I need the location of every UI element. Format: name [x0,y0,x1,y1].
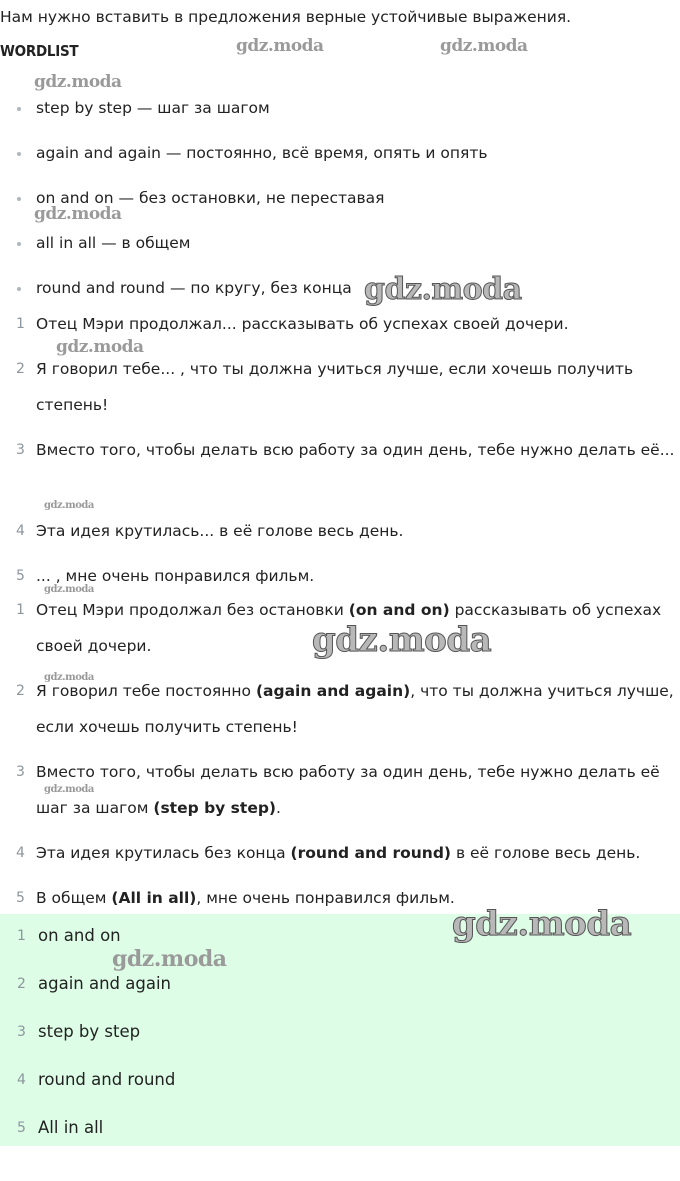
answer-item: 2 Я говорил тебе постоянно (again and again), что ты должна учиться лучше, если хочешь получить степень! [16,682,674,736]
answer-box-item: 2 again and again [17,974,172,993]
question-item: 1 Отец Мэри продолжал... рассказывать об успехах своей дочери. [16,315,569,333]
answer-box-item: 3 step by step [17,1022,141,1041]
question-item: 5 ... , мне очень понравился фильм. [16,567,315,585]
bullet-icon [17,107,21,111]
answer-box-item: 4 round and round [17,1070,176,1089]
list-item: again and again — постоянно, всё время, опять и опять [0,138,680,183]
answer-item: 4 Эта идея крутилась без конца (round and round) в её голове весь день. [16,844,641,862]
answer-box [0,914,680,1146]
list-item: step by step — шаг за шагом [0,93,680,138]
list-item: all in all — в общем [0,228,680,273]
watermark: gdz.moda [364,272,522,307]
watermark: gdz.moda [34,72,122,92]
bullet-icon [17,152,21,156]
watermark: gdz.moda [236,36,324,56]
watermark: gdz.moda [452,904,632,944]
watermark: gdz.moda [44,584,94,595]
bullet-icon [17,242,21,246]
question-item: 2 Я говорил тебе... , что ты должна учиться лучше, если хочешь получить степень! [16,360,634,414]
watermark: gdz.moda [44,672,94,683]
watermark: gdz.moda [44,500,94,511]
wordlist-heading: WORDLIST [0,42,79,60]
watermark: gdz.moda [34,204,122,224]
watermark: gdz.moda [56,337,144,357]
watermark: gdz.moda [440,36,528,56]
watermark: gdz.moda [44,784,94,795]
question-item: 3 Вместо того, чтобы делать всю работу за один день, тебе нужно делать её... [16,441,675,459]
list-item: on and on — без остановки, не переставая [0,183,680,228]
watermark: gdz.moda [312,620,492,660]
answer-box-item: 5 All in all [17,1118,104,1137]
question-item: 4 Эта идея крутилась... в её голове весь день. [16,522,404,540]
bullet-icon [17,197,21,201]
watermark: gdz.moda [112,946,227,972]
answer-item: 5 В общем (All in all), мне очень понравился фильм. [16,889,455,907]
answer-box-item: 1 on and on [17,926,121,945]
intro-text: Нам нужно вставить в предложения верные устойчивые выражения. [0,8,572,26]
bullet-icon [17,287,21,291]
answer-item: 3 Вместо того, чтобы делать всю работу за один день, тебе нужно делать её шаг за шагом (step by step). [16,763,660,817]
answer-item: 1 Отец Мэри продолжал без остановки (on and on) рассказывать об успехах своей дочери. [16,601,662,655]
list-item: round and round — по кругу, без конца [0,273,680,318]
